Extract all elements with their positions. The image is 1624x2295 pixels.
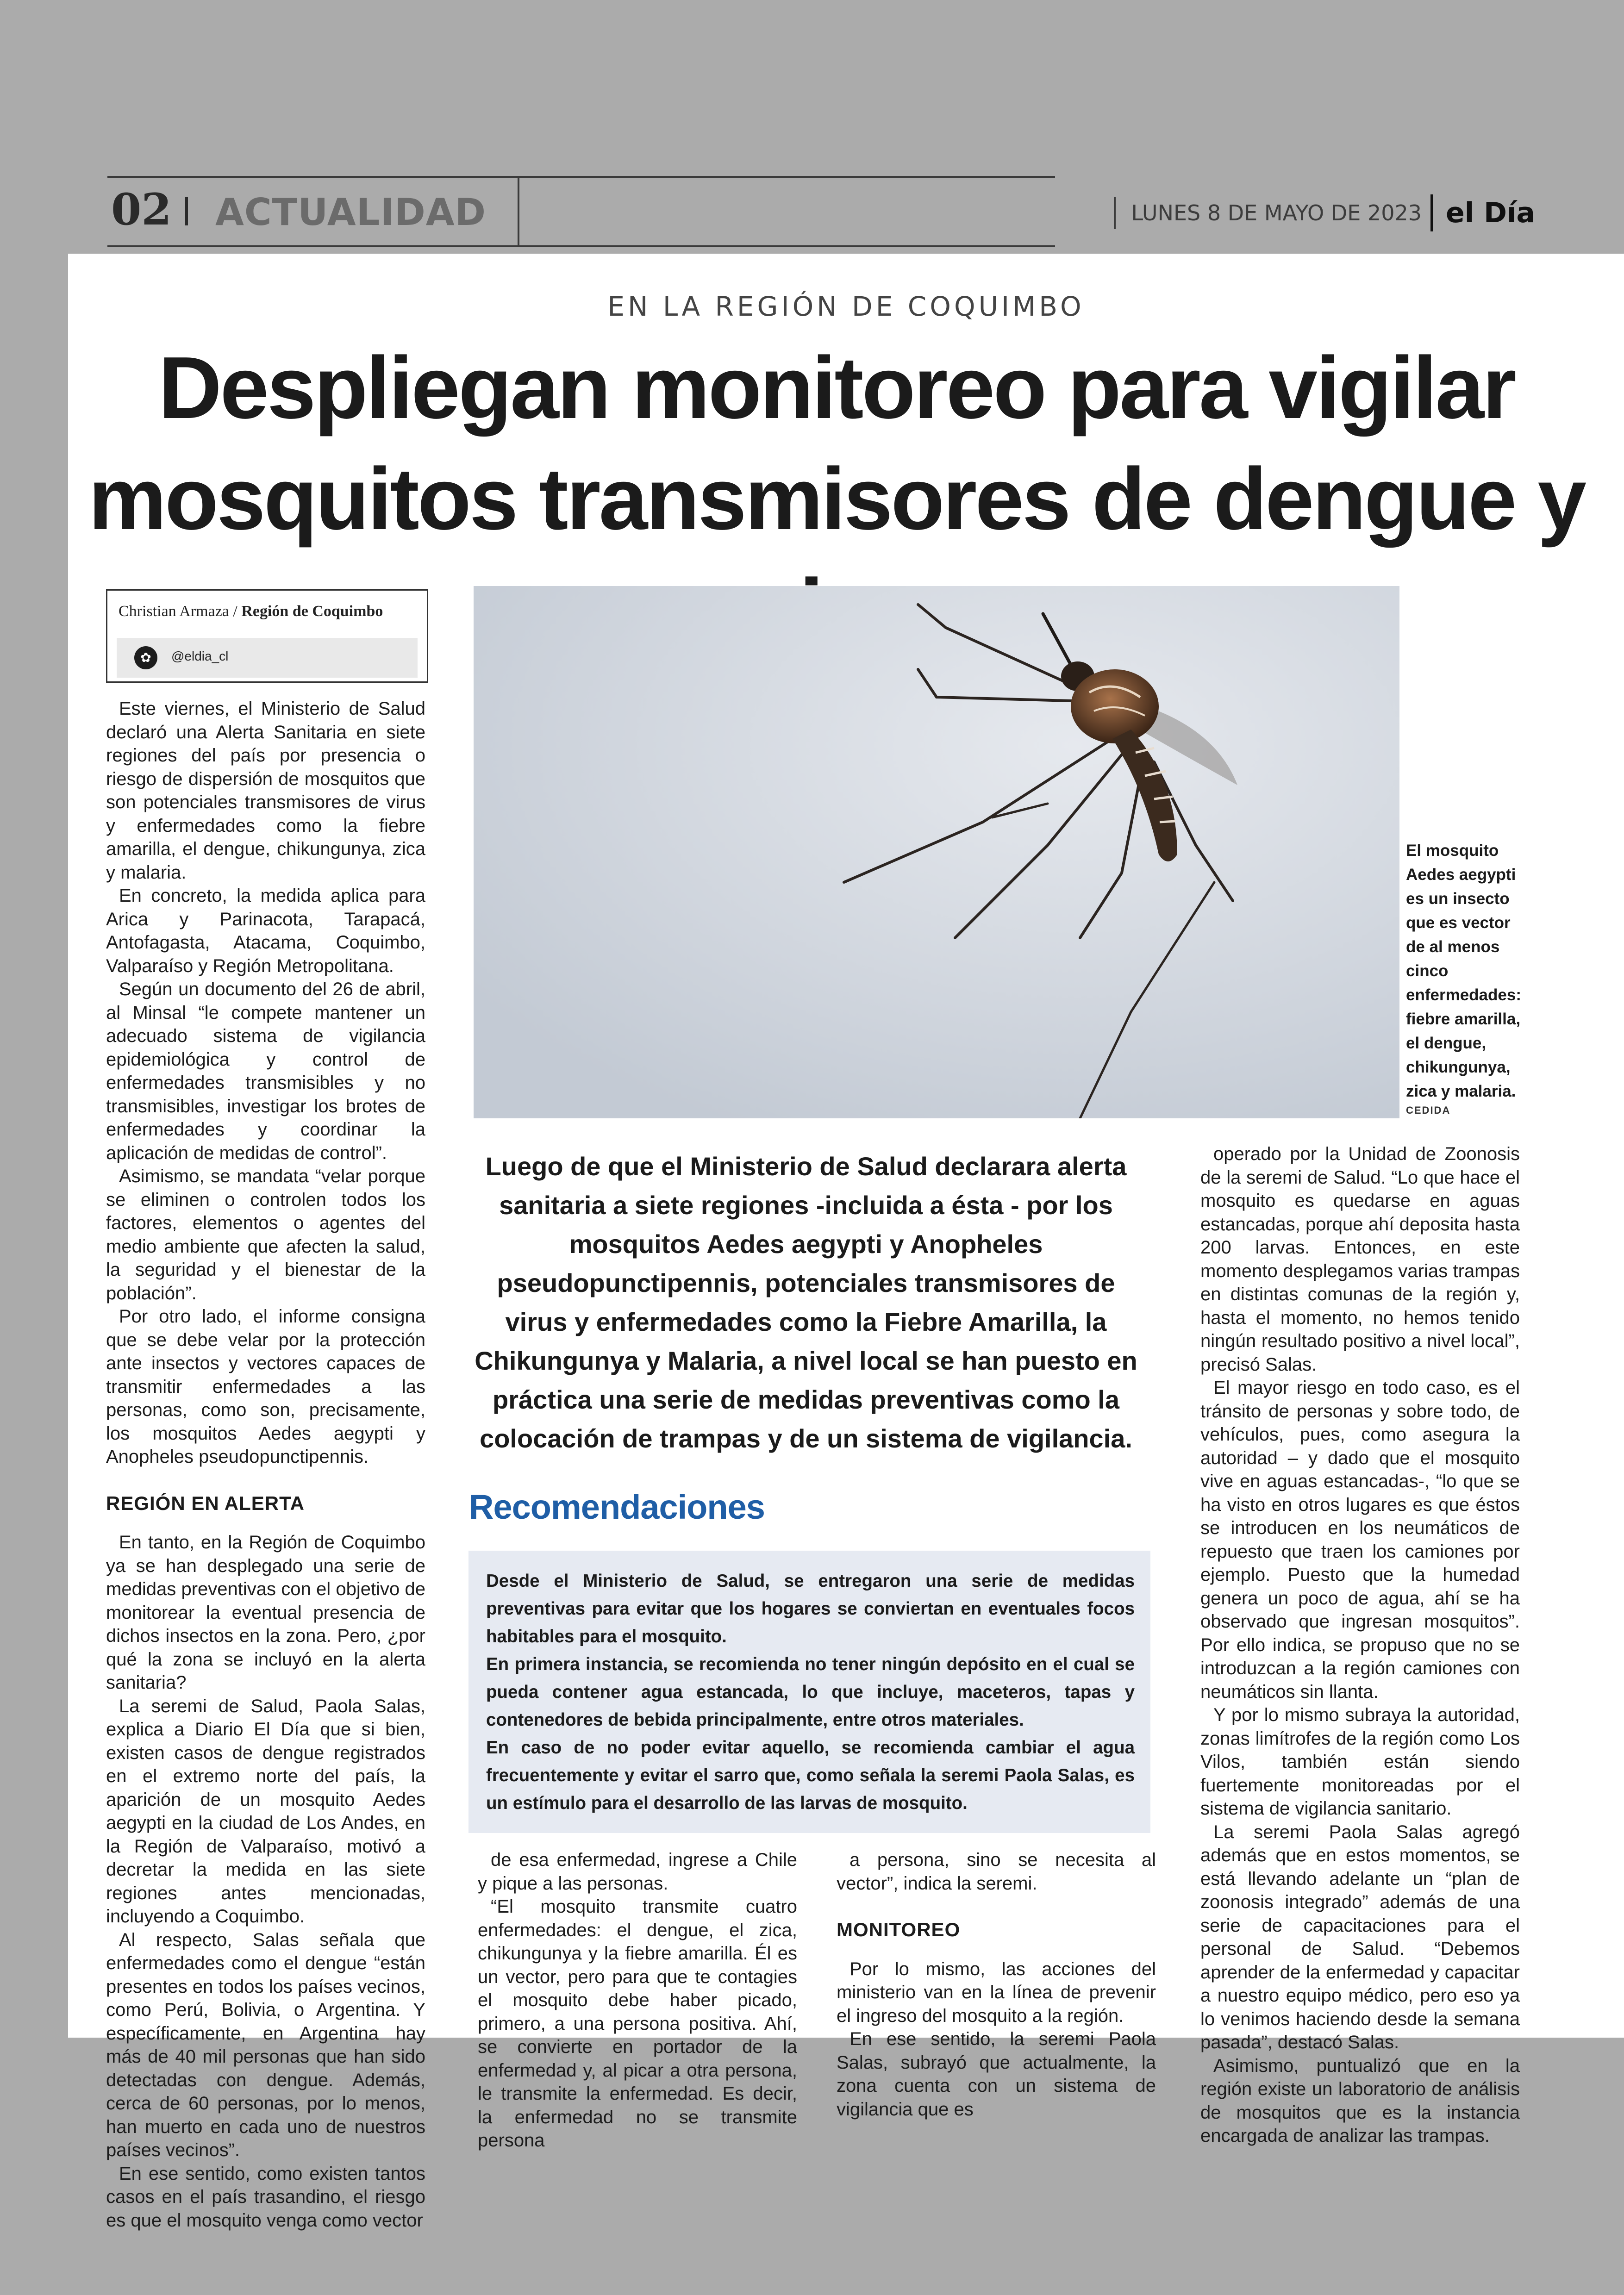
header-rule-top [107, 176, 1055, 178]
col4-paragraph-4: La seremi Paola Salas agregó además que en estos momentos, se está llevando adelante un “plan de zoonosis integrado” además de una serie de capacitaciones para el personal de Salud. “Debemos aprender de la enfermedad y capacitar a nuestro equipo médico, pero eso ya lo venimos haciendo desde la semana pasada”, destacó Salas. [1200, 1821, 1520, 2052]
section-title: ACTUALIDAD [215, 191, 487, 234]
col1-paragraph-1: Este viernes, el Ministerio de Salud declaró una Alerta Sanitaria en siete regiones del país por presencia o riesgo de dispersión de mosquitos que son potenciales transmisores de virus y enfermedades como la fiebre amarilla, el dengue, chikungunya, zica y malaria. [106, 698, 425, 883]
byline [106, 589, 428, 683]
byline-region: Región de Coquimbo [241, 603, 383, 620]
recommendations-box [468, 1551, 1150, 1833]
subhead-monitoreo: MONITOREO [837, 1919, 961, 1940]
col4-paragraph-3: Y por lo mismo subraya la autoridad, zonas limítrofes de la región como Los Vilos, también están siendo fuertemente monitoreadas por el sistema de vigilancia sanitario. [1200, 1705, 1520, 1819]
col1b-paragraph-2: La seremi de Salud, Paola Salas, explica a Diario El Día que si bien, existen casos de dengue registrados en el extremo norte del país, la aparición de un mosquito Aedes aegypti en la ciudad de Los Andes, en la Región de Valparaíso, motivó a decretar la medida en las siete regiones antes mencionadas, incluyendo a Coquimbo. [106, 1696, 425, 1927]
column-2 [478, 1848, 797, 2152]
photo-credit: CEDIDA [1406, 1104, 1451, 1116]
col1b-paragraph-4: En ese sentido, como existen tantos casos en el país trasandino, el riesgo es que el mosquito venga como vector [106, 2163, 425, 2231]
col1b-paragraph-1: En tanto, en la Región de Coquimbo ya se han desplegado una serie de medidas preventivas con el objetivo de monitorear la eventual presencia de dichos insectos en la zona. Pero, ¿por qué la zona se incluyó en la alerta sanitaria? [106, 1532, 425, 1693]
social-bar [117, 638, 418, 678]
col3b-paragraph-2: En ese sentido, la seremi Paola Salas, subrayó que actualmente, la zona cuenta con un sistema de vigilancia que es [837, 2029, 1156, 2120]
col1-paragraph-3: Según un documento del 26 de abril, al Minsal “le compete mantener un adecuado sistema de vigilancia epidemiológica y control de enfermedades transmisibles y no transmisibles, investigar los brotes de enfermedades y coordinar la aplicación de medidas de control”. [106, 979, 425, 1163]
col1-paragraph-4: Asimismo, se mandata “velar porque se eliminen o controlen todos los factores, elementos o agentes del medio ambiente que afecten la salud, la seguridad y el bienestar de la población”. [106, 1166, 425, 1303]
lead-paragraph: Luego de que el Ministerio de Salud declarara alerta sanitaria a siete regiones -incluida a ésta - por los mosquitos Aedes aegypti y Anopheles pseudopunctipennis, potenciales transmisores de virus y enfermedades como la Fiebre Amarilla, la Chikungunya y Malaria, a nivel local se han puesto en práctica una serie de medidas preventivas como la colocación de trampas y de un sistema de vigilancia. [475, 1152, 1137, 1453]
issue-date: LUNES 8 DE MAYO DE 2023 [1114, 197, 1422, 229]
col1-paragraph-5: Por otro lado, el informe consigna que se debe velar por la protección ante insectos y vectores capaces de transmitir enfermedades a las personas, como son, precisamente, los mosquitos Aedes aegypti y Anopheles pseudopunctipennis. [106, 1306, 425, 1467]
col3-paragraph-1: a persona, sino se necesita al vector”, indica la seremi. [837, 1850, 1156, 1894]
page-number-divider [185, 197, 188, 225]
photo-caption: El mosquito Aedes aegypti es un insecto que es vector de al menos cinco enfermedades: fiebre amarilla, el dengue, chikungunya, zica y malaria. [1406, 842, 1521, 1100]
col4-paragraph-1: operado por la Unidad de Zoonosis de la seremi de Salud. “Lo que hace el mosquito es quedarse en aguas estancadas, porque ahí deposita hasta 200 larvas. Entonces, en este momento desplegamos varias trampas en distintas comunas de la región y, hasta el momento, no hemos tenido ningún resultado positivo a nivel local”, precisó Salas. [1200, 1144, 1520, 1375]
header-separator [518, 177, 519, 246]
column-4 [1200, 1142, 1520, 2148]
twitter-icon[interactable]: ✿ [134, 646, 157, 669]
kicker: EN LA REGIÓN DE COQUIMBO [607, 291, 1085, 322]
column-1 [106, 697, 425, 2232]
mosquito-illustration [474, 586, 1399, 1118]
col4-paragraph-2: El mayor riesgo en todo caso, es el tránsito de personas y sobre todo, de vehículos, pues, como asegura la autoridad – y dado que el mosquito vive en aguas estancadas-, “lo que se ha visto en otros lugares es que éstos se introducen en los neumáticos de repuesto que traen los camiones por ejemplo. Puesto que la humedad genera un poco de agua, ahí se ha observado que ingresan mosquitos”. Por ello indica, se propuso que no se introduzcan a la región camiones con neumáticos sin llanta. [1200, 1378, 1520, 1702]
subhead-region-en-alerta: REGIÓN EN ALERTA [106, 1492, 305, 1514]
byline-text [119, 603, 383, 620]
mosquito-photo [474, 586, 1399, 1118]
col4-paragraph-5: Asimismo, puntualizó que en la región existe un laboratorio de análisis de mosquitos que es la instancia encargada de analizar las trampas. [1200, 2055, 1520, 2146]
page-number: 02 [111, 184, 172, 235]
newspaper-logo: el Día [1430, 194, 1535, 231]
recommendation-3: En caso de no poder evitar aquello, se recomienda cambiar el agua frecuentemente y evitar el sarro que, como señala la seremi Paola Salas, es un estímulo para el desarrollo de las larvas de mosquito. [486, 1738, 1135, 1813]
recommendation-2: En primera instancia, se recomienda no tener ningún depósito en el cual se pueda contener agua estancada, lo que incluye, maceteros, tapas y contenedores de bebida principalmente, entre otros materiales. [486, 1654, 1135, 1730]
article-page [68, 254, 1624, 2231]
recommendations-title: Recomendaciones [469, 1488, 765, 1526]
col3b-paragraph-1: Por lo mismo, las acciones del ministerio van en la línea de prevenir el ingreso del mosquito a la región. [837, 1958, 1156, 2026]
col2-paragraph-1: de esa enfermedad, ingrese a Chile y pique a las personas. [478, 1850, 797, 1894]
header-rule-bottom [107, 245, 1055, 247]
col2-paragraph-2: “El mosquito transmite cuatro enfermedades: el dengue, el zica, chikungunya y la fiebre amarilla. Él es un vector, pero para que te contagies el mosquito debe haber picado, primero, a una persona positiva. Ahí, se convierte en portador de la enfermedad y, al picar a otra persona, le transmite la enfermedad. Es decir, la enfermedad no se transmite persona [478, 1896, 797, 2151]
headline-line-2: mosquitos transmisores de dengue y [88, 450, 1585, 548]
byline-author: Christian Armaza / [119, 603, 242, 620]
column-3 [837, 1848, 1156, 2121]
headline-line-1: Despliegan monitoreo para vigilar [158, 339, 1515, 437]
col1b-paragraph-3: Al respecto, Salas señala que enfermedades como el dengue “están presentes en todos los países vecinos, como Perú, Bolivia, o Argentina. Y específicamente, en Argentina hay más de 40 mil personas que han sido detectadas con dengue. Además, cerca de 60 personas, por lo menos, han muerto en cada uno de nuestros países vecinos”. [106, 1929, 425, 2160]
social-handle[interactable]: @eldia_cl [171, 649, 229, 663]
recommendation-1: Desde el Ministerio de Salud, se entregaron una serie de medidas preventivas para evitar que los hogares se conviertan en eventuales focos habitables para el mosquito. [486, 1571, 1135, 1646]
col1-paragraph-2: En concreto, la medida aplica para Arica y Parinacota, Tarapacá, Antofagasta, Atacama, Coquimbo, Valparaíso y Región Metropolitana. [106, 886, 425, 976]
